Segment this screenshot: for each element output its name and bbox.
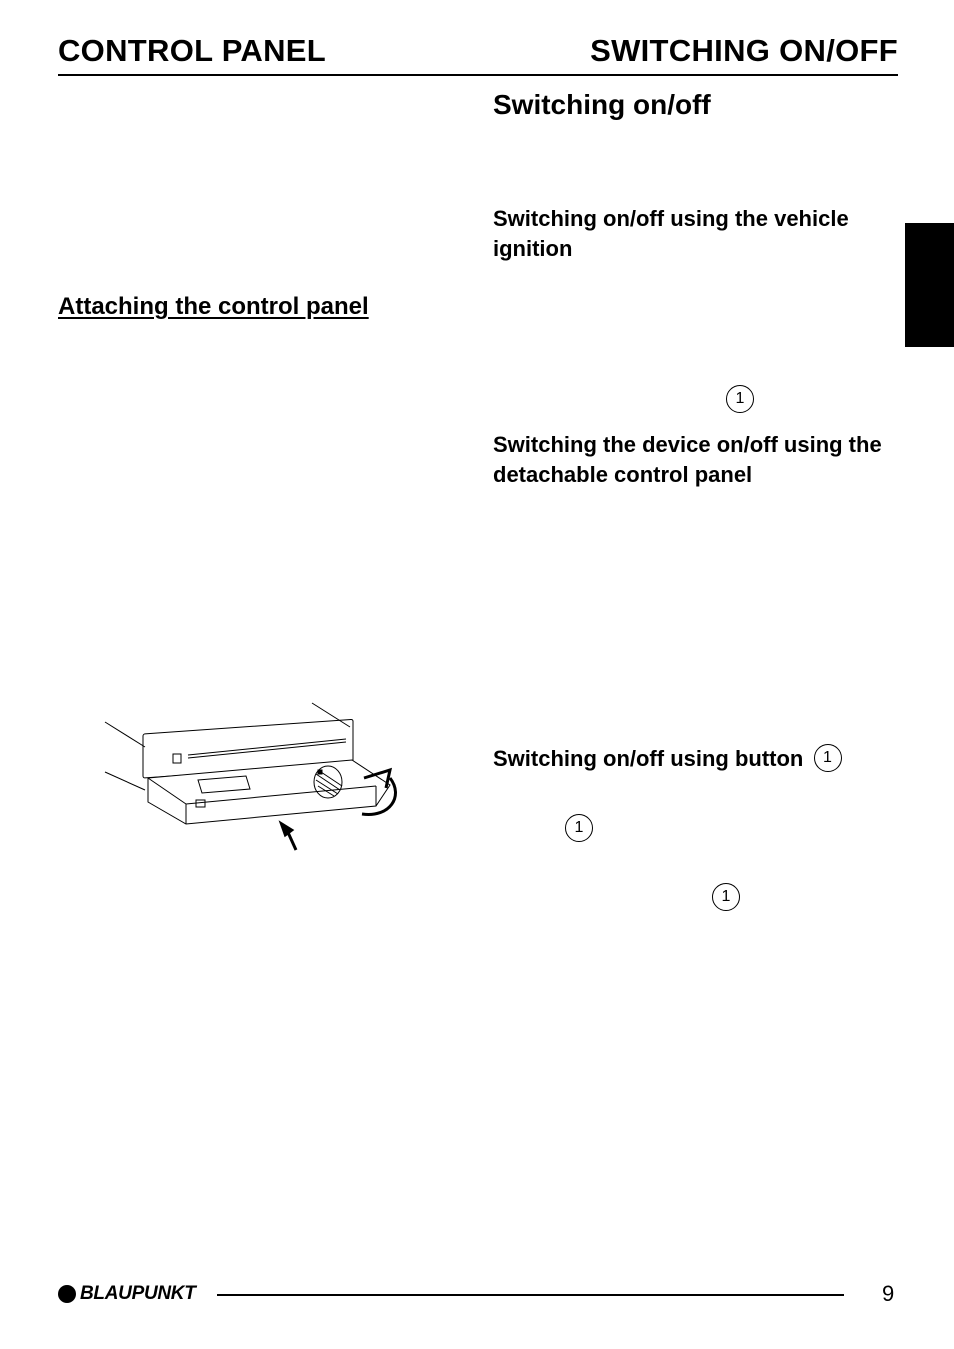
- button-heading-text: Switching on/off using button: [493, 746, 804, 771]
- attach-panel-heading: Attaching the control panel: [58, 293, 369, 320]
- detachable-panel-heading: Switching the device on/off using the detachable control panel: [493, 432, 882, 487]
- page-number: 9: [882, 1281, 895, 1306]
- header-right-title: SWITCHING ON/OFF: [590, 33, 898, 68]
- button-ref-circle: 1: [712, 883, 740, 911]
- section-title: Switching on/off: [493, 89, 711, 120]
- button-ref-circle: 1: [726, 385, 754, 413]
- button-ref-circle: 1: [565, 814, 593, 842]
- brand-name: BLAUPUNKT: [80, 1283, 196, 1304]
- control-panel-illustration: [100, 700, 410, 860]
- logo-dot-icon: [58, 1285, 76, 1303]
- button-heading: [493, 744, 893, 774]
- header-rule: [58, 74, 898, 76]
- ignition-heading: Switching on/off using the vehicle ignition: [493, 206, 849, 261]
- footer-rule: [217, 1294, 844, 1296]
- section-tab-marker: [905, 223, 954, 347]
- brand-logo: [58, 1283, 196, 1305]
- button-ref-circle: 1: [814, 744, 842, 772]
- header-left-title: CONTROL PANEL: [58, 33, 326, 68]
